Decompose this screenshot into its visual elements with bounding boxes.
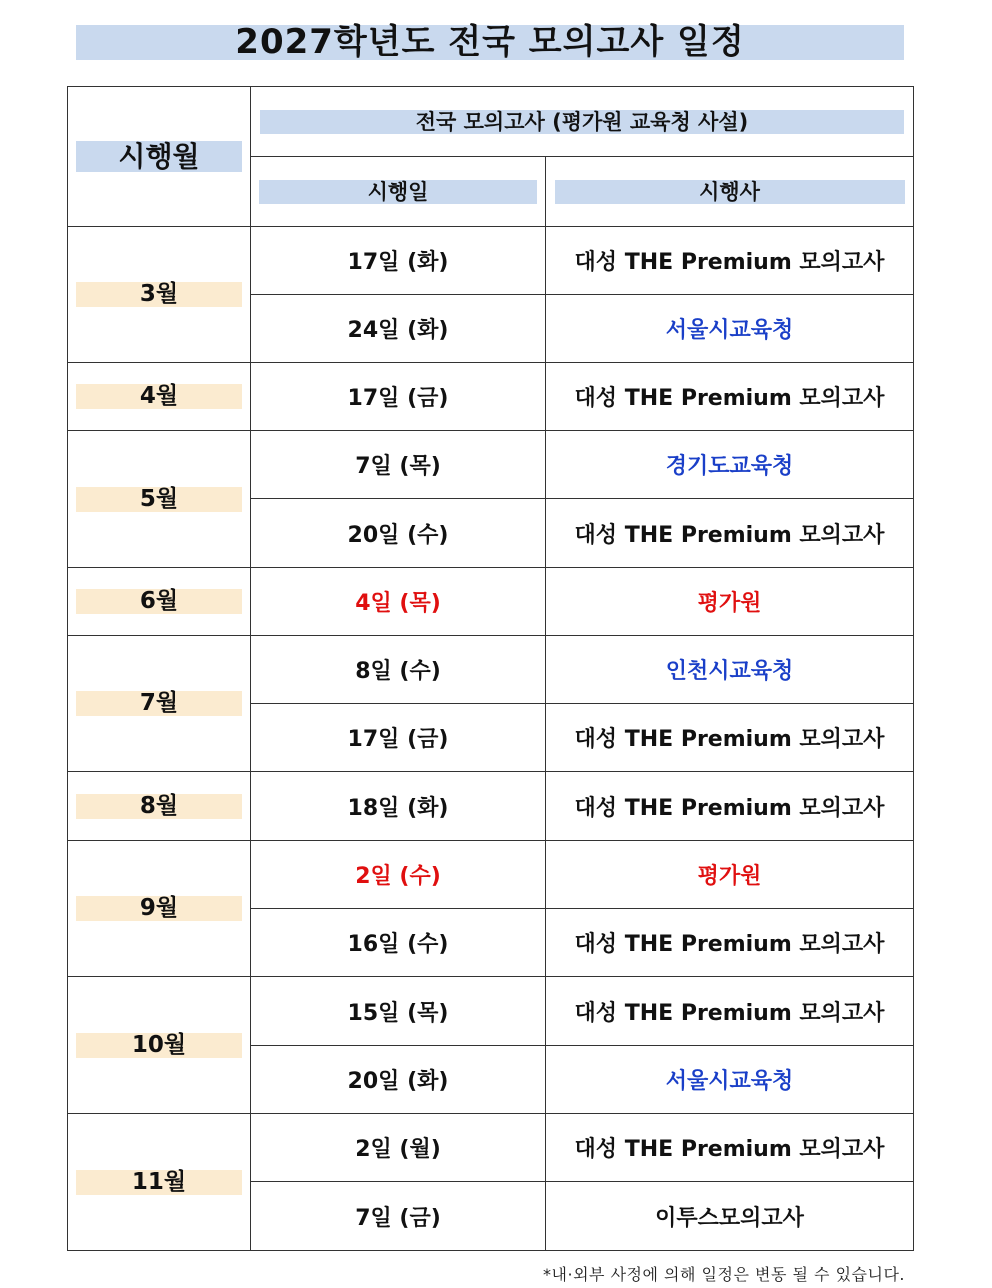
organizer-cell: 대성 THE Premium 모의고사 (546, 1114, 914, 1182)
month-label: 7월 (76, 691, 242, 716)
table-row (68, 1114, 914, 1182)
date-column-header-label: 시행일 (259, 180, 537, 204)
month-label: 4월 (76, 384, 242, 409)
date-column-header (251, 157, 546, 227)
organizer-cell: 이투스모의고사 (546, 1182, 914, 1251)
month-cell (68, 772, 251, 841)
month-column-header-label: 시행월 (76, 141, 242, 172)
month-label: 8월 (76, 794, 242, 819)
org-column-header (546, 157, 914, 227)
month-cell (68, 841, 251, 977)
table-row (68, 636, 914, 704)
date-cell: 17일 (금) (251, 363, 546, 431)
date-cell: 2일 (수) (251, 841, 546, 909)
date-cell: 16일 (수) (251, 909, 546, 977)
group-header-label: 전국 모의고사 (평가원 교육청 사설) (260, 110, 904, 134)
organizer-cell: 대성 THE Premium 모의고사 (546, 499, 914, 568)
organizer-cell: 경기도교육청 (546, 431, 914, 499)
month-cell (68, 227, 251, 363)
organizer-cell: 대성 THE Premium 모의고사 (546, 977, 914, 1046)
month-label: 5월 (76, 487, 242, 512)
month-cell (68, 1114, 251, 1251)
table-row (68, 772, 914, 841)
date-cell: 15일 (목) (251, 977, 546, 1046)
month-column-header (68, 87, 251, 227)
schedule-table (67, 86, 914, 1251)
table-row (68, 227, 914, 295)
month-cell (68, 431, 251, 568)
month-label: 10월 (76, 1033, 242, 1058)
schedule-body (68, 227, 914, 1251)
month-label: 6월 (76, 589, 242, 614)
month-cell (68, 977, 251, 1114)
month-label: 9월 (76, 896, 242, 921)
date-cell: 2일 (월) (251, 1114, 546, 1182)
table-row (68, 431, 914, 499)
date-cell: 17일 (화) (251, 227, 546, 295)
date-cell: 7일 (목) (251, 431, 546, 499)
date-cell: 4일 (목) (251, 568, 546, 636)
footnote: *내·외부 사정에 의해 일정은 변동 될 수 있습니다. (543, 1265, 905, 1284)
date-cell: 17일 (금) (251, 704, 546, 772)
organizer-cell: 대성 THE Premium 모의고사 (546, 227, 914, 295)
organizer-cell: 서울시교육청 (546, 295, 914, 363)
org-column-header-label: 시행사 (555, 180, 905, 204)
organizer-cell: 평가원 (546, 568, 914, 636)
date-cell: 18일 (화) (251, 772, 546, 841)
table-row (68, 363, 914, 431)
table-row (68, 841, 914, 909)
month-label: 11월 (76, 1170, 242, 1195)
month-label: 3월 (76, 282, 242, 307)
date-cell: 8일 (수) (251, 636, 546, 704)
group-header (251, 87, 914, 157)
date-cell: 7일 (금) (251, 1182, 546, 1251)
organizer-cell: 대성 THE Premium 모의고사 (546, 909, 914, 977)
organizer-cell: 대성 THE Premium 모의고사 (546, 363, 914, 431)
table-row (68, 568, 914, 636)
table-row (68, 977, 914, 1046)
month-cell (68, 568, 251, 636)
month-cell (68, 636, 251, 772)
organizer-cell: 서울시교육청 (546, 1046, 914, 1114)
organizer-cell: 대성 THE Premium 모의고사 (546, 772, 914, 841)
month-cell (68, 363, 251, 431)
page-title: 2027학년도 전국 모의고사 일정 (235, 22, 745, 62)
organizer-cell: 대성 THE Premium 모의고사 (546, 704, 914, 772)
organizer-cell: 인천시교육청 (546, 636, 914, 704)
date-cell: 20일 (화) (251, 1046, 546, 1114)
date-cell: 20일 (수) (251, 499, 546, 568)
organizer-cell: 평가원 (546, 841, 914, 909)
date-cell: 24일 (화) (251, 295, 546, 363)
